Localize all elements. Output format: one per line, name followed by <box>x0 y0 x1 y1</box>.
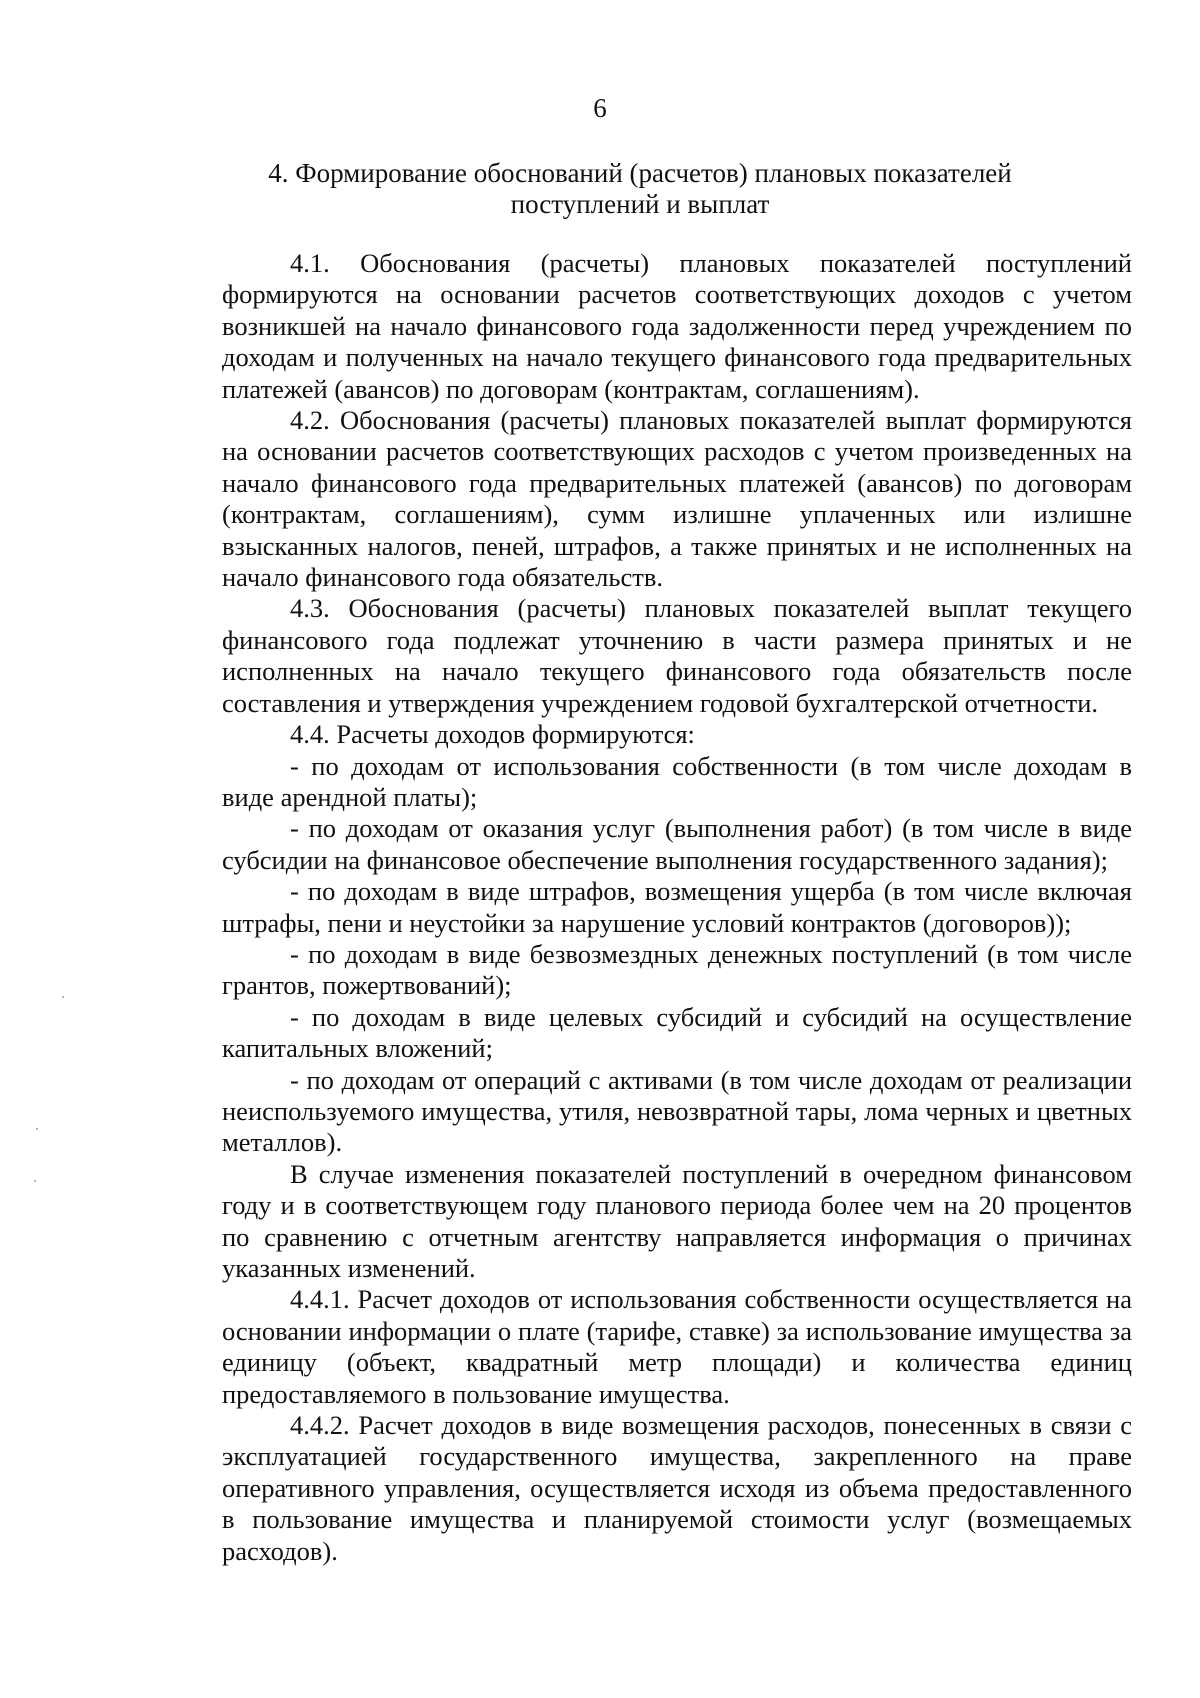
document-body <box>222 248 1132 1567</box>
paragraph-4-3: 4.3. Обоснования (расчеты) плановых показателей выплат текущего финансового года подлежат уточнению в части размера принятых и не исполненных на начало текущего финансового года обязательств после составления и утверждения учреждением годовой бухгалтерской отчетности. <box>222 593 1132 718</box>
scan-speck <box>62 996 64 998</box>
list-item-fines-income: - по доходам в виде штрафов, возмещения ущерба (в том числе включая штрафы, пени и неустойки за нарушение условий контрактов (договоров)); <box>222 876 1132 938</box>
page-number: 6 <box>593 93 607 123</box>
section-heading-line-2: поступлений и выплат <box>510 189 770 219</box>
scan-speck <box>36 1128 38 1130</box>
paragraph-4-2: 4.2. Обоснования (расчеты) плановых показателей выплат формируются на основании расчетов соответствующих расходов с учетом произведенных на начало финансового года предварительных платежей (авансов) по договорам (контрактам, соглашениям), сумм излишне уплаченных или излишне взысканных налогов, пеней, штрафов, а также принятых и не исполненных на начало финансового года обязательств. <box>222 405 1132 593</box>
list-item-assets-income: - по доходам от операций с активами (в том числе доходам от реализации неиспользуемого имущества, утиля, невозвратной тары, лома черных и цветных металлов). <box>222 1064 1132 1158</box>
section-heading-line-1: 4. Формирование обоснований (расчетов) плановых показателей <box>268 158 1012 188</box>
paragraph-4-4-2: 4.4.2. Расчет доходов в виде возмещения расходов, понесенных в связи с эксплуатацией государственного имущества, закрепленного на праве оперативного управления, осуществляется исходя из объема предоставленного в пользование имущества и планируемой стоимости услуг (возмещаемых расходов). <box>222 1410 1132 1566</box>
scan-speck <box>34 1180 36 1182</box>
paragraph-change-notice: В случае изменения показателей поступлений в очередном финансовом году и в соответствующем году планового периода более чем на 20 процентов по сравнению с отчетным агентству направляется информация о причинах указанных изменений. <box>222 1158 1132 1283</box>
paragraph-4-1: 4.1. Обоснования (расчеты) плановых показателей поступлений формируются на основании расчетов соответствующих доходов с учетом возникшей на начало финансового года задолженности перед учреждением по доходам и полученных на начало текущего финансового года предварительных платежей (авансов) по договорам (контрактам, соглашениям). <box>222 248 1132 404</box>
list-item-property-income: - по доходам от использования собственности (в том числе доходам в виде арендной платы); <box>222 750 1132 812</box>
paragraph-4-4-1: 4.4.1. Расчет доходов от использования собственности осуществляется на основании информации о плате (тарифе, ставке) за использование имущества за единицу (объект, квадратный метр площади) и количества единиц предоставляемого в пользование имущества. <box>222 1284 1132 1409</box>
section-heading <box>260 158 1020 220</box>
list-item-subsidies-income: - по доходам в виде целевых субсидий и субсидий на осуществление капитальных вложений; <box>222 1001 1132 1064</box>
list-item-gratuitous-income: - по доходам в виде безвозмездных денежных поступлений (в том числе грантов, пожертвований); <box>222 938 1132 1001</box>
paragraph-4-4: 4.4. Расчеты доходов формируются: <box>290 719 695 750</box>
list-item-services-income: - по доходам от оказания услуг (выполнения работ) (в том числе в виде субсидии на финансовое обеспечение выполнения государственного задания); <box>222 813 1132 875</box>
